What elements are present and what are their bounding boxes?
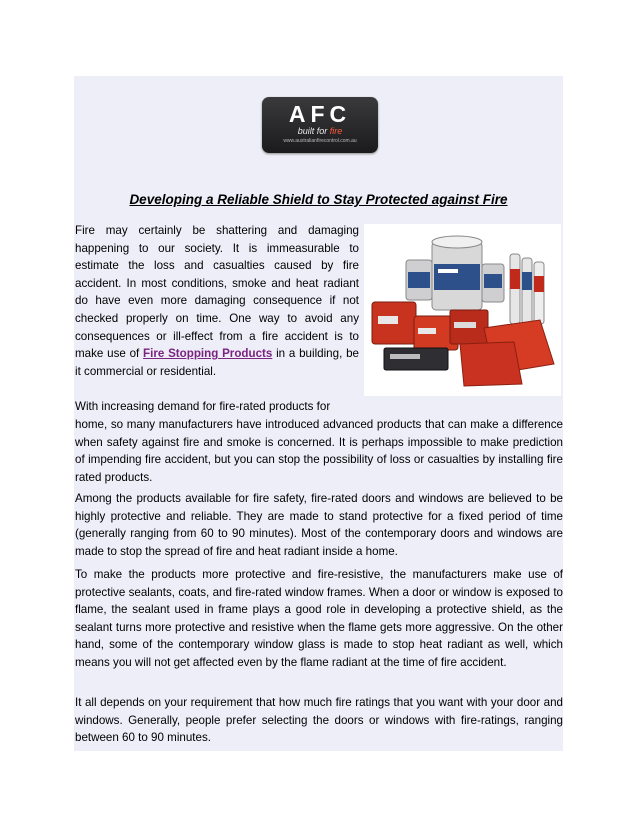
paragraph-1-text: Fire may certainly be shattering and damaging happening to our society. It is immeasurable to estimate the loss and casualties caused by fire accident. In most conditions, smoke and heat radiant do have even more damaging consequence if not checked properly on time. One way to avoid any consequences or ill-effect from a fire accident is to make use of [75,224,359,361]
fire-stopping-link-a: Fire Stopping [143,347,219,361]
paragraph-1-tail: in a building, be it commercial or residential. [75,347,359,378]
afc-logo [262,97,378,153]
paragraph-2: home, so many manufacturers have introduced advanced products that can make a difference when safety against fire and smoke is concerned. It is perhaps impossible to make prediction of impending fire accident, but you can stop the possibility of loss or casualties by installing fire rated products. [75,418,563,484]
logo-mark: AFC [288,101,352,127]
article-heading: Developing a Reliable Shield to Stay Protected against Fire [129,192,508,207]
fire-stopping-link-b: Products [222,347,273,361]
fire-stopping-link[interactable] [143,347,272,360]
logo-url: www.australianfirecontrol.com.au [283,138,357,144]
paragraph-5: It all depends on your requirement that how much fire ratings that you want with your door and windows. Generally, people prefer selecting the doors or windows with fire-ratings, ranging between 60 to 90 minutes. [75,696,563,745]
logo-tagline-b: fire [329,126,343,136]
logo-tagline-a: built for [297,126,330,136]
paragraph-2-first-line: With increasing demand for fire-rated products for [75,400,331,413]
bucket-shape [432,236,482,310]
fire-products-image [364,224,561,396]
paragraph-4: To make the products more protective and fire-resistive, the manufacturers make use of protective sealants, coats, and fire-rated window frames. When a door or window is exposed to flame, the sealant used in frame plays a good role in developing a protective shield, as the sealant turns more protective and resistive when the flame gets more aggressive. On the other hand, some of the contemporary window glass is made to stop heat radiant as well, which means you will not get affected even by the flame radiant at the time of fire accident. [75,568,563,669]
document-page [74,76,563,751]
paragraph-3: Among the products available for fire safety, fire-rated doors and windows are believed to be highly protective and reliable. They are made to stand protective for a fixed period of time (generally ranging from 60 to 90 minutes). Most of the contemporary doors and windows are made to stop the spread of fire and heat radiant inside a home. [75,492,563,558]
logo-tagline [262,126,378,136]
paragraph-1 [75,222,359,380]
